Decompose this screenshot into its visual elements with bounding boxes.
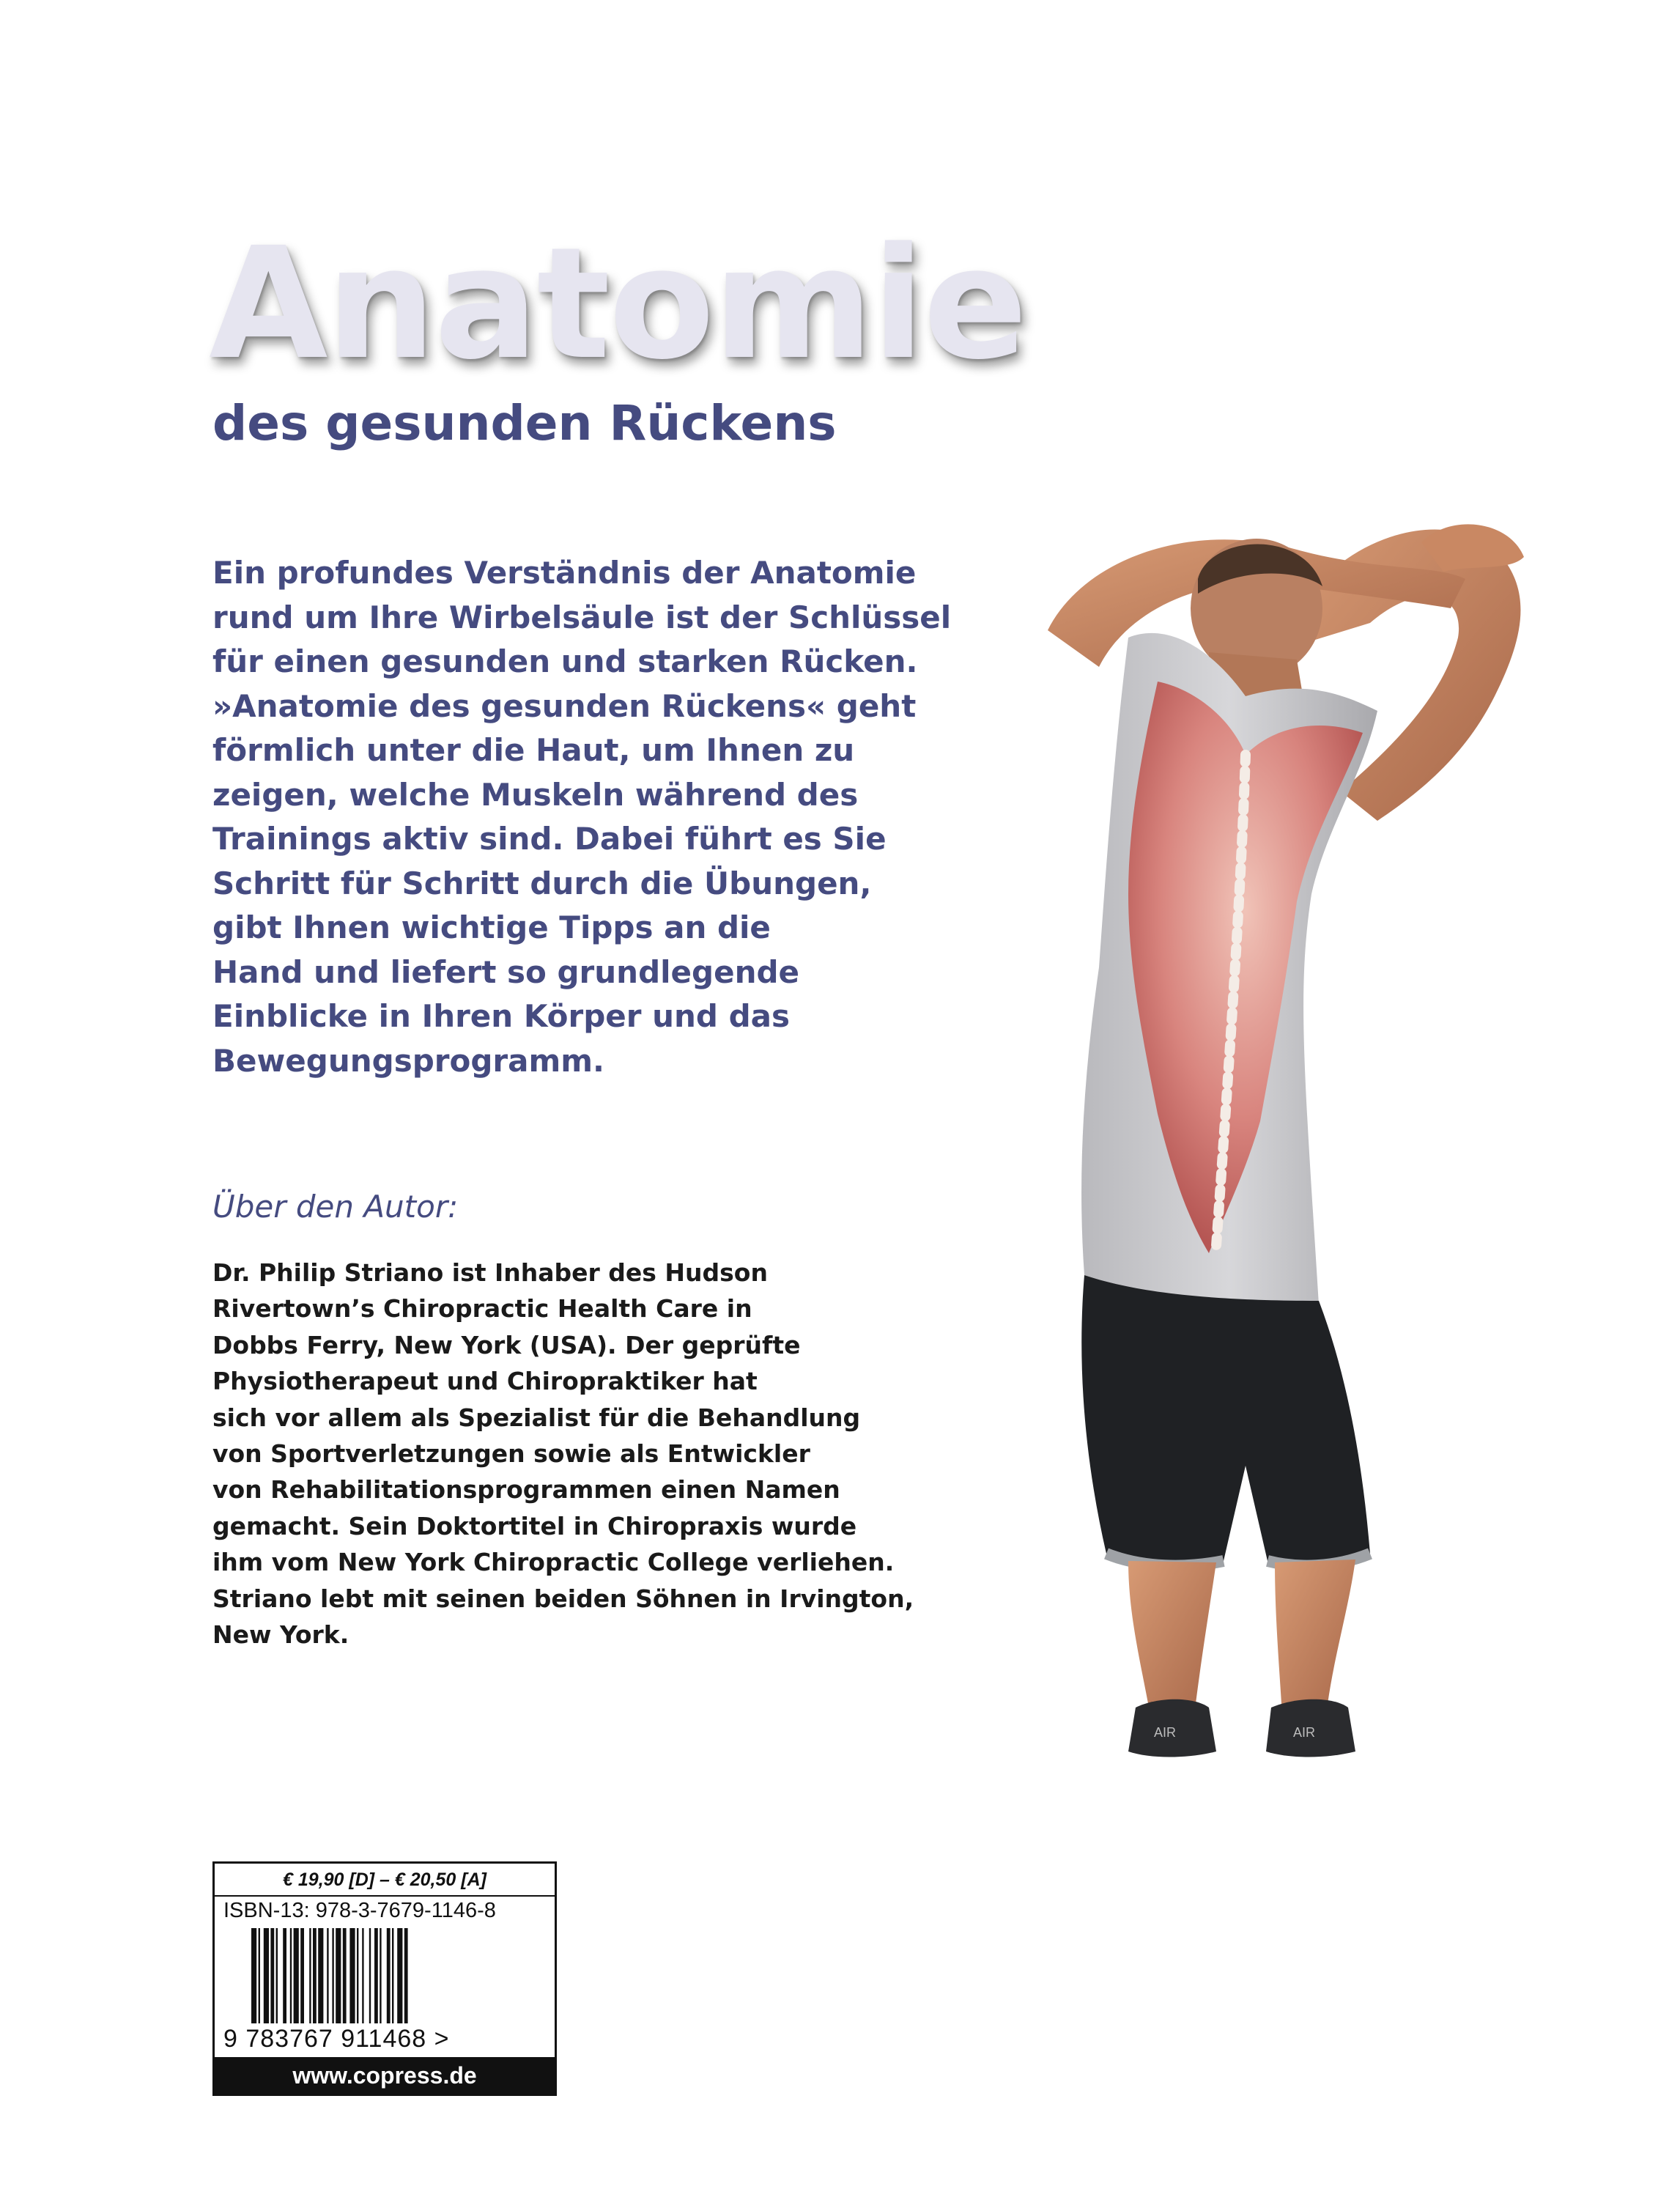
right-leg [1275, 1559, 1355, 1715]
barcode-bar [276, 1928, 278, 2023]
barcode-bar [397, 1928, 402, 2023]
book-subtitle: des gesunden Rückens [212, 395, 837, 451]
barcode-bar [300, 1928, 304, 2023]
bio-line: von Rehabilitationsprogrammen einen Namen [212, 1475, 840, 1505]
bio-line: Striano lebt mit seinen beiden Söhnen in Irvington, [212, 1584, 914, 1613]
shoe-label-left: AIR [1154, 1725, 1177, 1740]
isbn-label: ISBN-13: 978-3-7679-1146-8 [223, 1899, 496, 1922]
bio-line: sich vor allem als Spezialist für die Behandlung [212, 1403, 861, 1432]
shoe-label-right: AIR [1293, 1725, 1316, 1740]
blurb-line: zeigen, welche Muskeln während des [212, 776, 859, 813]
bio-line: ihm vom New York Chiropractic College verliehen. [212, 1548, 895, 1577]
barcode-bar [270, 1928, 274, 2023]
barcode-bar [392, 1928, 393, 2023]
barcode-bar [387, 1928, 391, 2023]
bio-line: Dr. Philip Striano ist Inhaber des Hudson [212, 1258, 768, 1287]
barcode-bar [380, 1928, 381, 2023]
bio-line: Physiotherapeut und Chiropraktiker hat [212, 1367, 758, 1396]
barcode-number: 9 783767 911468 > [223, 2025, 450, 2053]
barcode-bar [332, 1928, 333, 2023]
left-leg [1128, 1561, 1216, 1715]
blurb-line: Einblicke in Ihren Körper und das [212, 998, 790, 1034]
barcode-bar [362, 1928, 363, 2023]
author-bio [212, 1255, 930, 1653]
barcode-bar [357, 1928, 358, 2023]
bio-line: von Sportverletzungen sowie als Entwickler [212, 1439, 810, 1469]
blurb-line: für einen gesunden und starken Rücken. [212, 643, 918, 679]
barcode-bar [294, 1928, 299, 2023]
barcode-box [212, 1861, 557, 2096]
barcode-bars [251, 1928, 530, 2023]
barcode-bar [290, 1928, 292, 2023]
blurb-line: Ein profundes Verständnis der Anatomie [212, 555, 917, 591]
barcode-bar [264, 1928, 269, 2023]
barcode-bar [349, 1928, 355, 2023]
bio-line: New York. [212, 1620, 349, 1650]
author-heading: Über den Autor: [212, 1189, 459, 1225]
bio-line: Dobbs Ferry, New York (USA). Der geprüfte [212, 1330, 801, 1359]
price-label: € 19,90 [D] – € 20,50 [A] [215, 1869, 555, 1897]
bio-line: Rivertown’s Chiropractic Health Care in [212, 1294, 752, 1324]
barcode-bar [327, 1928, 328, 2023]
barcode-bar [251, 1928, 256, 2023]
blurb-line: gibt Ihnen wichtige Tipps an die [212, 909, 771, 945]
book-title: Anatomie [209, 214, 1026, 394]
barcode-bar [404, 1928, 408, 2023]
barcode-bar [283, 1928, 286, 2023]
blurb-line: Schritt für Schritt durch die Übungen, [212, 865, 872, 901]
blurb-line: Trainings aktiv sind. Dabei führt es Sie [212, 821, 887, 857]
barcode-bar [374, 1928, 378, 2023]
blurb-line: förmlich unter die Haut, um Ihnen zu [212, 732, 855, 768]
shorts [1081, 1275, 1370, 1566]
barcode-bar [336, 1928, 341, 2023]
bio-line: gemacht. Sein Doktortitel in Chiropraxis wurde [212, 1511, 857, 1540]
anatomy-figure-illustration [865, 513, 1641, 1759]
barcode-bar [343, 1928, 347, 2023]
barcode-bar [313, 1928, 317, 2023]
blurb-line: rund um Ihre Wirbelsäule ist der Schlüssel [212, 599, 952, 635]
blurb-line: Bewegungsprogramm. [212, 1042, 604, 1079]
publisher-url: www.copress.de [215, 2057, 555, 2094]
barcode-bar [309, 1928, 311, 2023]
blurb-line: »Anatomie des gesunden Rückens« geht [212, 687, 917, 724]
blurb-text [212, 551, 952, 1083]
barcode-bar [318, 1928, 323, 2023]
barcode-bar [369, 1928, 371, 2023]
barcode-bar [259, 1928, 260, 2023]
blurb-line: Hand und liefert so grundlegende [212, 953, 800, 990]
